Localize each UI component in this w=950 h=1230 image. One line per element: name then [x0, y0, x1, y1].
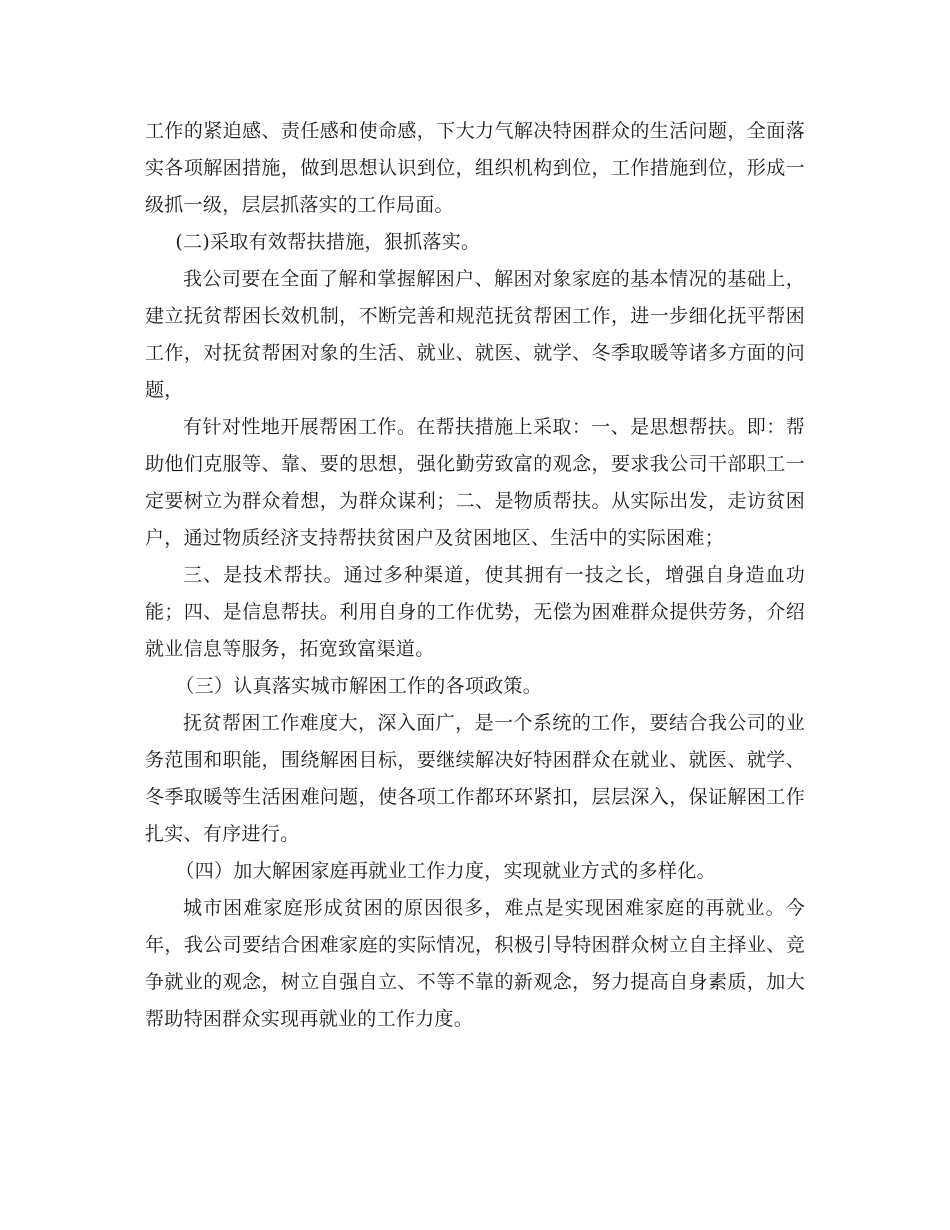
paragraph: 我公司要在全面了解和掌握解困户、解困对象家庭的基本情况的基础上，建立抚贫帮困长效机制，不断完善和规范抚贫帮困工作，进一步细化抚平帮困工作，对抚贫帮困对象的生活、就业、就医、就学、冬季取暖等诸多方面的问题，: [145, 268, 805, 401]
paragraph-continuation: 工作的紧迫感、责任感和使命感，下大力气解决特困群众的生活问题，全面落实各项解困措施，做到思想认识到位，组织机构到位，工作措施到位，形成一级抓一级，层层抓落实的工作局面。: [145, 120, 805, 216]
section-heading-2: (二)采取有效帮扶措施，狠抓落实。: [175, 231, 481, 253]
paragraph: 抚贫帮困工作难度大，深入面广，是一个系统的工作，要结合我公司的业务范围和职能，围绕解困目标，要继续解决好特困群众在就业、就医、就学、冬季取暖等生活困难问题，使各项工作都环环紧扣，层层深入，保证解困工作扎实、有序进行。: [145, 712, 805, 845]
document-body: [145, 113, 805, 1038]
section-heading-4: （四）加大解困家庭再就业工作力度，实现就业方式的多样化。: [175, 860, 716, 882]
paragraph: 三、是技术帮扶。通过多种渠道，使其拥有一技之长，增强自身造血功能；四、是信息帮扶。利用自身的工作优势，无偿为困难群众提供劳务，介绍就业信息等服务，拓宽致富渠道。: [145, 564, 805, 660]
section-heading-3: （三）认真落实城市解困工作的各项政策。: [175, 675, 543, 697]
paragraph: 有针对性地开展帮困工作。在帮扶措施上采取：一、是思想帮扶。即：帮助他们克服等、靠、要的思想，强化勤劳致富的观念，要求我公司干部职工一定要树立为群众着想，为群众谋利；二、是物质帮扶。从实际出发，走访贫困户，通过物质经济支持帮扶贫困户及贫困地区、生活中的实际困难；: [145, 416, 805, 549]
paragraph: 城市困难家庭形成贫困的原因很多，难点是实现困难家庭的再就业。今年，我公司要结合困难家庭的实际情况，积极引导特困群众树立自主择业、竞争就业的观念，树立自强自立、不等不靠的新观念，努力提高自身素质，加大帮助特困群众实现再就业的工作力度。: [145, 897, 805, 1030]
